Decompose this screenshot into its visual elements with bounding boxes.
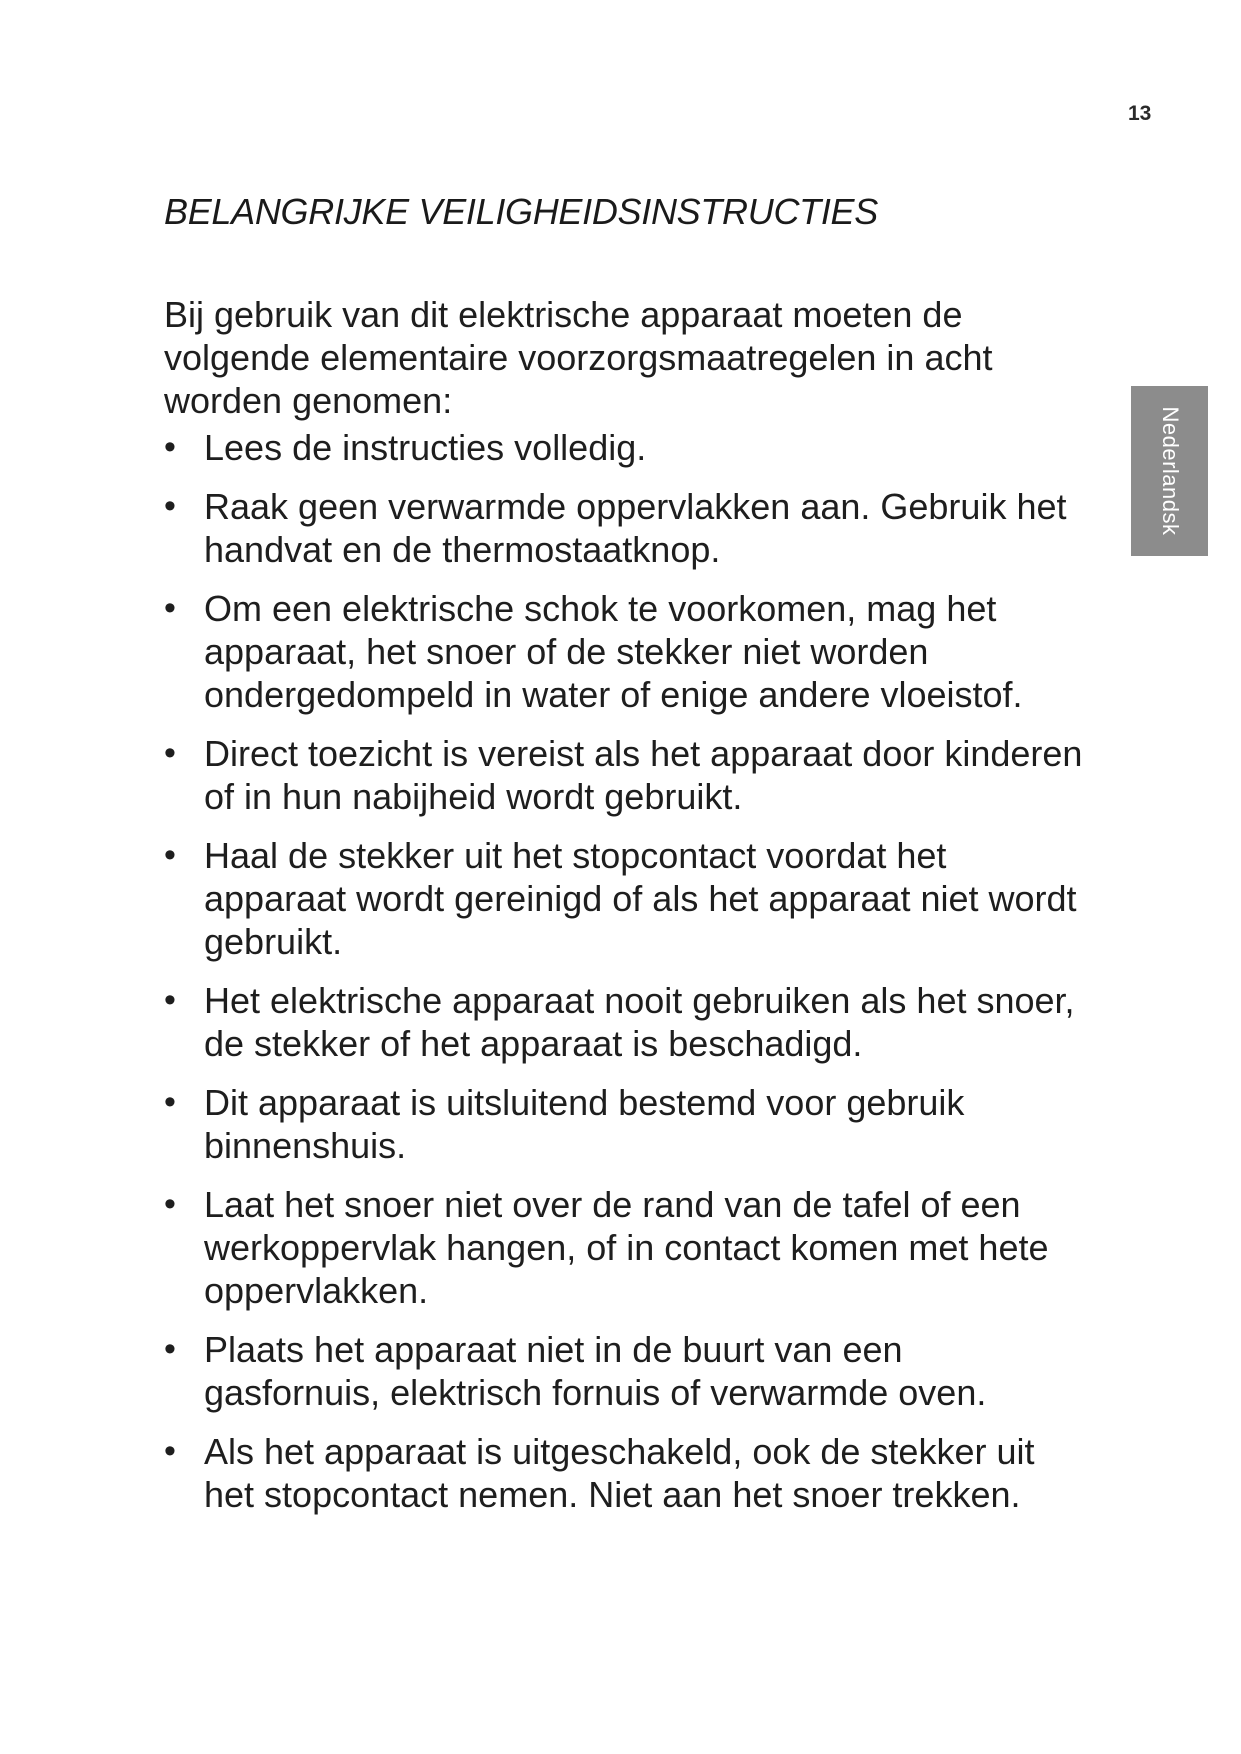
list-item-text: Om een elektrische schok te voorkomen, mag het apparaat, het snoer of de stekker niet worden ondergedompeld in water of enige andere vloeistof. [204, 588, 1023, 716]
list-item-text: Direct toezicht is vereist als het apparaat door kinderen of in hun nabijheid wordt gebruikt. [204, 733, 1083, 818]
list-item [164, 1328, 1084, 1414]
list-item-text: Lees de instructies volledig. [204, 427, 647, 469]
list-item [164, 732, 1084, 818]
list-item-text: Plaats het apparaat niet in de buurt van een gasfornuis, elektrisch fornuis of verwarmde oven. [204, 1329, 987, 1414]
bullet-icon: • [164, 428, 176, 467]
bullet-icon: • [164, 1083, 176, 1122]
page-number: 13 [1128, 102, 1152, 125]
list-item-text: Raak geen verwarmde oppervlakken aan. Gebruik het handvat en de thermostaatknop. [204, 486, 1067, 571]
list-item-text: Haal de stekker uit het stopcontact voordat het apparaat wordt gereinigd of als het apparaat niet wordt gebruikt. [204, 835, 1077, 963]
list-item [164, 1430, 1084, 1516]
list-item [164, 1081, 1084, 1167]
bullet-icon: • [164, 981, 176, 1020]
bullet-icon: • [164, 1185, 176, 1224]
bullet-icon: • [164, 1432, 176, 1471]
list-item [164, 834, 1084, 963]
bullet-icon: • [164, 1330, 176, 1369]
page-title: BELANGRIJKE VEILIGHEIDSINSTRUCTIES [164, 191, 878, 232]
language-tab-label: Nederlandsk [1157, 406, 1183, 536]
safety-rules-list [164, 426, 1084, 1516]
list-item-text: Als het apparaat is uitgeschakeld, ook de stekker uit het stopcontact nemen. Niet aan het snoer trekken. [204, 1431, 1035, 1516]
list-item-text: Dit apparaat is uitsluitend bestemd voor gebruik binnenshuis. [204, 1082, 965, 1167]
list-item [164, 587, 1084, 716]
language-tab [1131, 386, 1208, 556]
page-content [164, 190, 1084, 1532]
list-item [164, 979, 1084, 1065]
list-item [164, 426, 1084, 469]
list-item [164, 1183, 1084, 1312]
intro-paragraph: Bij gebruik van dit elektrische apparaat moeten de volgende elementaire voorzorgsmaatregelen in acht worden genomen: [164, 294, 993, 422]
list-item [164, 485, 1084, 571]
list-item-text: Laat het snoer niet over de rand van de tafel of een werkoppervlak hangen, of in contact komen met hete oppervlakken. [204, 1184, 1049, 1312]
bullet-icon: • [164, 487, 176, 526]
list-item-text: Het elektrische apparaat nooit gebruiken als het snoer, de stekker of het apparaat is beschadigd. [204, 980, 1075, 1065]
bullet-icon: • [164, 734, 176, 773]
bullet-icon: • [164, 589, 176, 628]
bullet-icon: • [164, 836, 176, 875]
